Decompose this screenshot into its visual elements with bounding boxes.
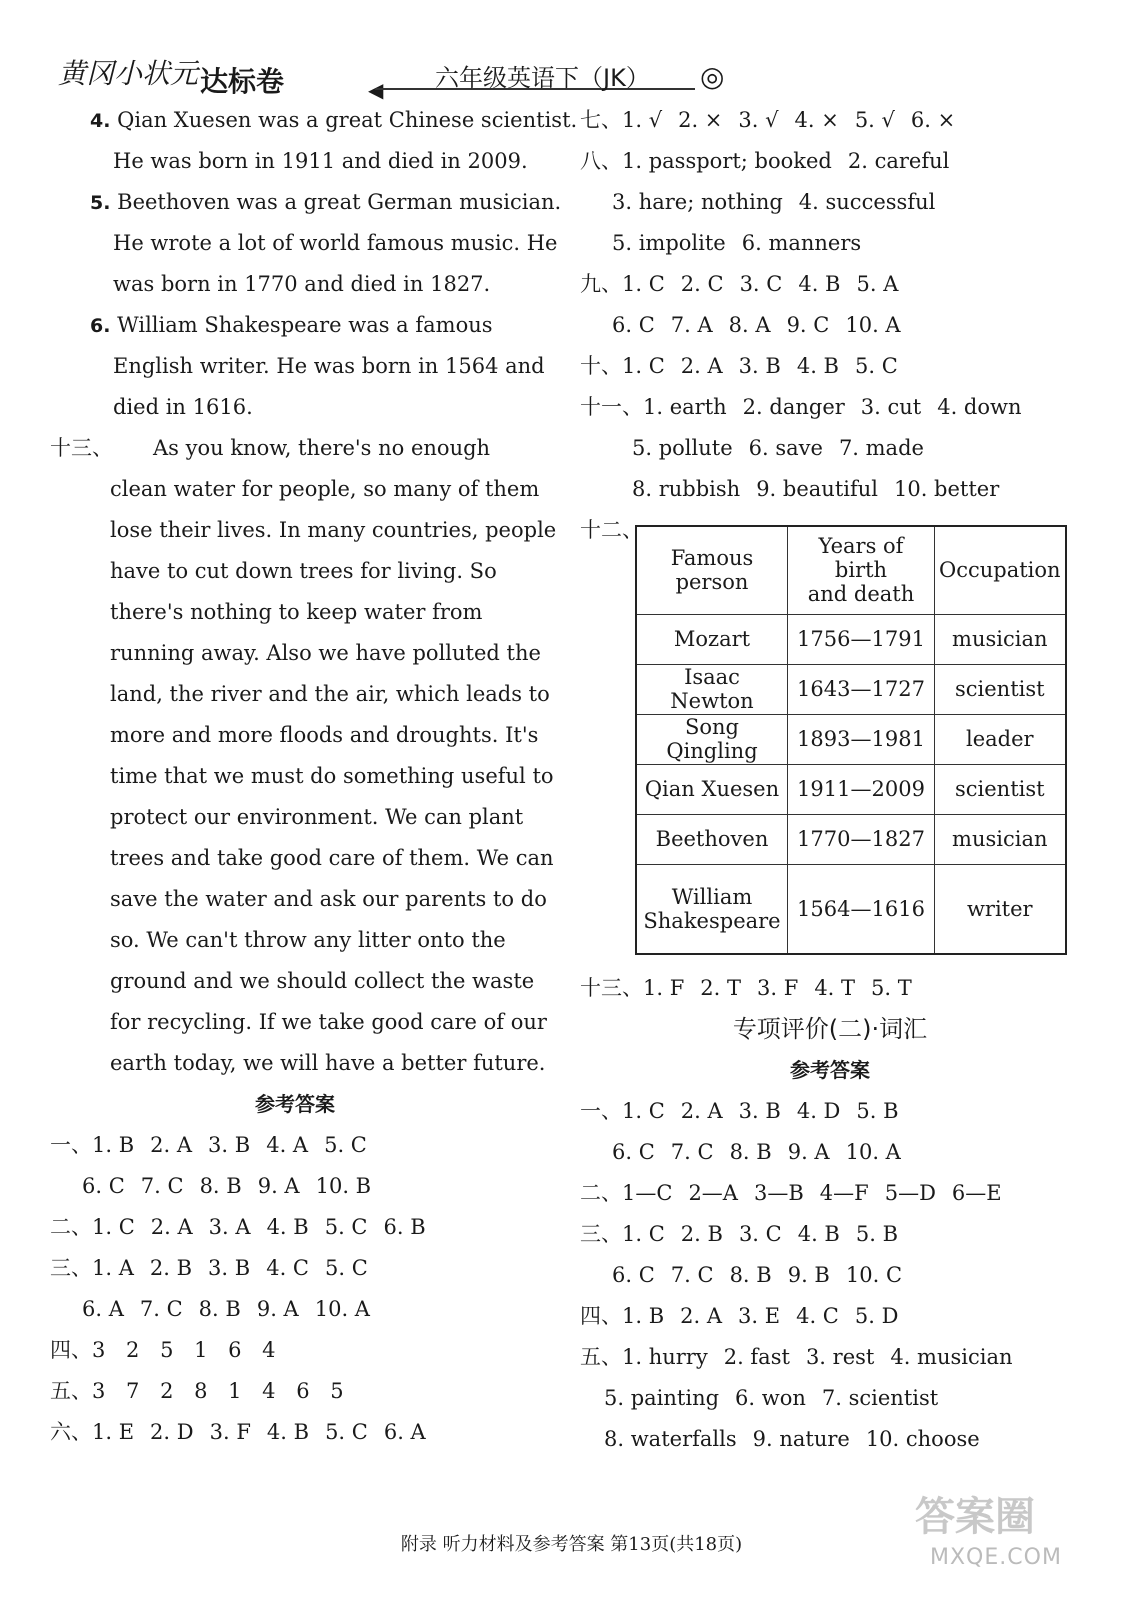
table-cell: Isaac Newton	[636, 664, 788, 714]
answer-line: 4. Qian Xuesen was a great Chinese scientist.	[90, 108, 578, 132]
essay-line: clean water for people, so many of them	[110, 477, 540, 501]
answer-line: He wrote a lot of world famous music. He	[113, 231, 558, 255]
answer-row: 四、1. B 2. A 3. E 4. C 5. D	[580, 1304, 899, 1328]
table-cell: William Shakespeare	[636, 864, 788, 954]
reference-answers-title: 参考答案	[790, 1058, 870, 1082]
essay-line: for recycling. If we take good care of our	[110, 1010, 547, 1034]
answer-row: 8. waterfalls 9. nature 10. choose	[604, 1427, 980, 1451]
answer-row: 5. impolite 6. manners	[612, 231, 862, 255]
answer-row: 一、1. C 2. A 3. B 4. D 5. B	[580, 1099, 899, 1123]
brand-title: 达标卷	[200, 65, 285, 98]
table-header: Occupation	[935, 526, 1066, 614]
answer-line: He was born in 1911 and died in 2009.	[113, 149, 528, 173]
table-row	[636, 614, 1066, 664]
table-cell: Beethoven	[636, 814, 788, 864]
table-cell: writer	[935, 864, 1066, 954]
answer-row: 五、1. hurry 2. fast 3. rest 4. musician	[580, 1345, 1013, 1369]
answer-row: 十三、1. F 2. T 3. F 4. T 5. T	[580, 976, 912, 1000]
answer-row: 二、1. C 2. A 3. A 4. B 5. C 6. B	[50, 1215, 426, 1239]
essay-line: land, the river and the air, which leads to	[110, 682, 550, 706]
watermark-url: MXQE.COM	[930, 1545, 1062, 1570]
answer-row: 四、3 2 5 1 6 4	[50, 1338, 276, 1362]
table-cell: scientist	[935, 764, 1066, 814]
answer-line: 5. Beethoven was a great German musician.	[90, 190, 562, 214]
table-cell: 1643—1727	[788, 664, 935, 714]
essay-first-line: 十三、 As you know, there's no enough	[50, 436, 491, 460]
essay-line: ground and we should collect the waste	[110, 969, 535, 993]
answer-line: English writer. He was born in 1564 and	[113, 354, 545, 378]
answer-row: 五、3 7 2 8 1 4 6 5	[50, 1379, 344, 1403]
table-cell: 1770—1827	[788, 814, 935, 864]
essay-line: save the water and ask our parents to do	[110, 887, 547, 911]
answer-row: 6. C 7. C 8. B 9. A 10. A	[612, 1140, 901, 1164]
answer-row: 十、1. C 2. A 3. B 4. B 5. C	[580, 354, 898, 378]
essay-line: lose their lives. In many countries, people	[110, 518, 557, 542]
page-header	[50, 50, 1100, 100]
answer-row: 6. C 7. C 8. B 9. B 10. C	[612, 1263, 903, 1287]
answer-row: 六、1. E 2. D 3. F 4. B 5. C 6. A	[50, 1420, 426, 1444]
table-cell: scientist	[935, 664, 1066, 714]
table-cell: 1564—1616	[788, 864, 935, 954]
answer-row: 一、1. B 2. A 3. B 4. A 5. C	[50, 1133, 367, 1157]
answer-row: 3. hare; nothing 4. successful	[612, 190, 936, 214]
answer-row: 三、1. A 2. B 3. B 4. C 5. C	[50, 1256, 368, 1280]
answer-row: 十一、1. earth 2. danger 3. cut 4. down	[580, 395, 1022, 419]
answer-row: 6. A 7. C 8. B 9. A 10. A	[82, 1297, 370, 1321]
table-cell: 1911—2009	[788, 764, 935, 814]
answer-line: 6. William Shakespeare was a famous	[90, 313, 493, 337]
arrow-icon: ◀	[368, 78, 384, 102]
table-cell: Mozart	[636, 614, 788, 664]
answer-row: 6. C 7. C 8. B 9. A 10. B	[82, 1174, 372, 1198]
essay-line: running away. Also we have polluted the	[110, 641, 541, 665]
table-cell: leader	[935, 714, 1066, 764]
essay-line: have to cut down trees for living. So	[110, 559, 497, 583]
table-header-row	[636, 526, 1066, 614]
swirl-icon: ◎	[700, 60, 725, 93]
answer-row: 三、1. C 2. B 3. C 4. B 5. B	[580, 1222, 899, 1246]
section-label: 十二、	[580, 518, 643, 542]
table-row	[636, 714, 1066, 764]
essay-line: time that we must do something useful to	[110, 764, 554, 788]
table-cell: Song Qingling	[636, 714, 788, 764]
essay-line: trees and take good care of them. We can	[110, 846, 554, 870]
answer-line: was born in 1770 and died in 1827.	[113, 272, 491, 296]
answer-row: 5. painting 6. won 7. scientist	[604, 1386, 939, 1410]
table-row	[636, 764, 1066, 814]
essay-line: more and more floods and droughts. It's	[110, 723, 539, 747]
essay-body	[50, 469, 557, 1084]
table-cell: musician	[935, 614, 1066, 664]
essay-line: earth today, we will have a better future.	[110, 1051, 546, 1075]
table-cell: Qian Xuesen	[636, 764, 788, 814]
table-cell: 1756—1791	[788, 614, 935, 664]
lower-right-block	[580, 968, 1080, 1460]
table-row	[636, 814, 1066, 864]
table-cell: 1893—1981	[788, 714, 935, 764]
answer-row: 九、1. C 2. C 3. C 4. B 5. A	[580, 272, 899, 296]
table-header: Years of birth and death	[788, 526, 935, 614]
table-row	[636, 664, 1066, 714]
brand-logo: 黄冈小状元	[58, 57, 199, 90]
reference-answers-title: 参考答案	[255, 1092, 335, 1116]
essay-line: so. We can't throw any litter onto the	[110, 928, 506, 952]
answer-row: 6. C 7. A 8. A 9. C 10. A	[612, 313, 901, 337]
essay-line: there's nothing to keep water from	[110, 600, 483, 624]
table-cell: musician	[935, 814, 1066, 864]
essay-line: protect our environment. We can plant	[110, 805, 524, 829]
famous-people-table	[635, 525, 1067, 955]
special-evaluation-title: 专项评价(二)·词汇	[732, 1015, 928, 1043]
table-header: Famous person	[636, 526, 788, 614]
answer-row: 二、1—C 2—A 3—B 4—F 5—D 6—E	[580, 1181, 1002, 1205]
answer-row: 七、1. √ 2. × 3. √ 4. × 5. √ 6. ×	[580, 108, 956, 132]
answer-row: 八、1. passport; booked 2. careful	[580, 149, 950, 173]
answer-line: died in 1616.	[113, 395, 253, 419]
watermark-logo: 答案圈	[915, 1494, 1035, 1540]
table-row	[636, 864, 1066, 954]
right-column	[580, 100, 1080, 1510]
page-footer: 附录 听力材料及参考答案 第13页(共18页)	[400, 1534, 743, 1555]
answer-row: 8. rubbish 9. beautiful 10. better	[632, 477, 1000, 501]
left-column	[50, 100, 578, 1453]
grade-label: 六年级英语下（JK）	[435, 64, 650, 92]
answer-row: 5. pollute 6. save 7. made	[632, 436, 924, 460]
